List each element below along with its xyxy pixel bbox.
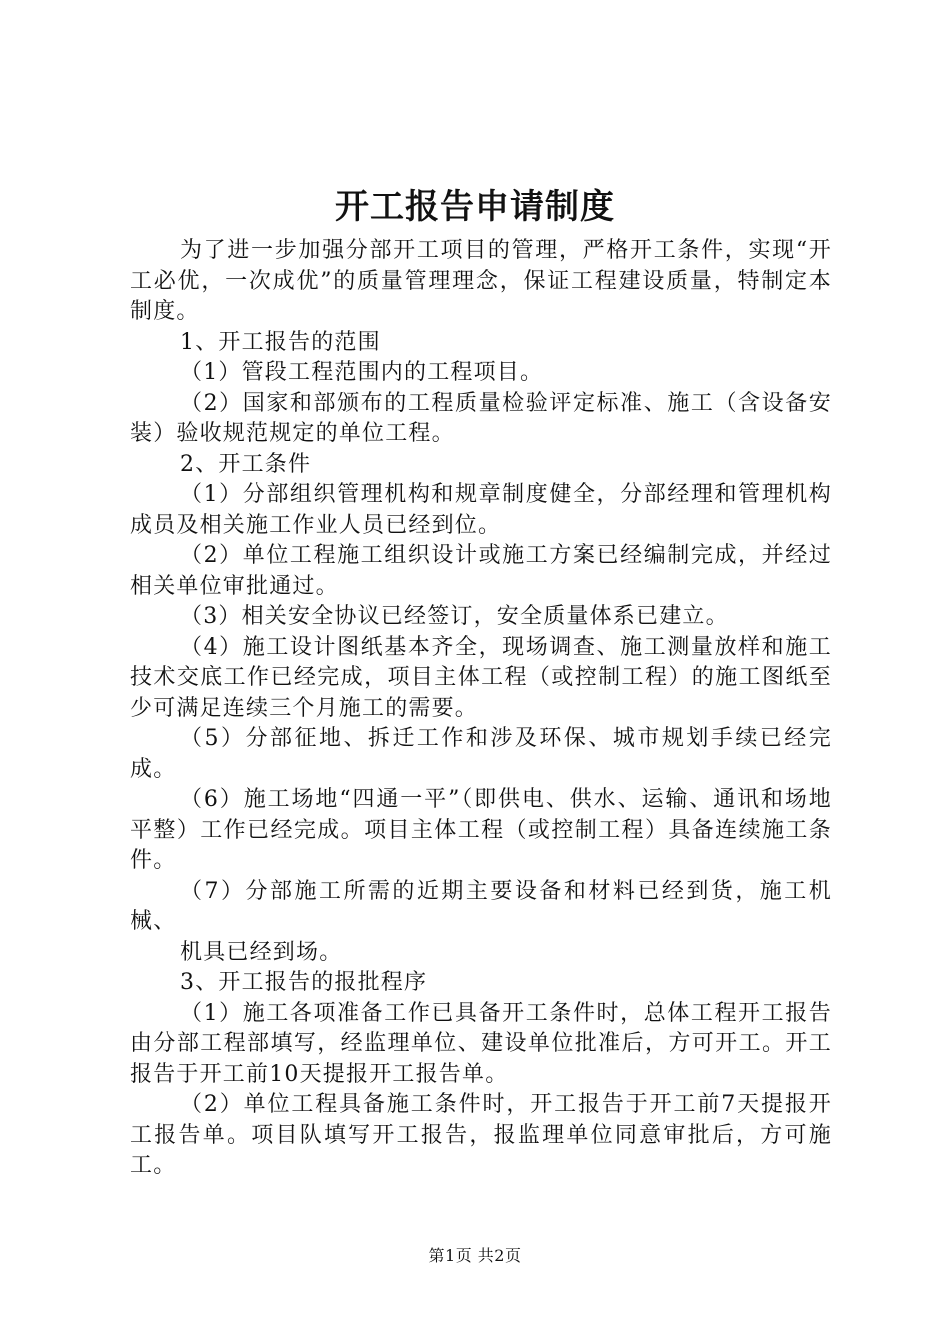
condition-item-4: （4）施工设计图纸基本齐全，现场调查、施工测量放样和施工技术交底工作已经完成，项目主体工程（或控制工程）的施工图纸至少可满足连续三个月施工的需要。: [130, 634, 832, 721]
section-heading-procedure: 3、开工报告的报批程序: [180, 970, 428, 995]
condition-item-5: （5）分部征地、拆迁工作和涉及环保、城市规划手续已经完成。: [130, 726, 832, 782]
page-footer: 第1页 共2页: [428, 1246, 522, 1265]
section-heading-scope: 1、开工报告的范围: [180, 329, 381, 355]
procedure-item-2: （2）单位工程具备施工条件时，开工报告于开工前7天提报开工报告单。项目队填写开工报告，报监理单位同意审批后，方可施工。: [130, 1092, 832, 1178]
condition-item-7: （7）分部施工所需的近期主要设备和材料已经到货，施工机械、: [130, 878, 832, 934]
condition-item-1: （1）分部组织管理机构和规章制度健全，分部经理和管理机构成员及相关施工作业人员已经到位。: [130, 482, 832, 538]
condition-item-2: （2）单位工程施工组织设计或施工方案已经编制完成，并经过相关单位审批通过。: [130, 543, 832, 599]
section-heading-conditions: 2、开工条件: [180, 451, 312, 477]
condition-item-3: （3）相关安全协议已经签订，安全质量体系已建立。: [180, 604, 729, 629]
document-title: 开工报告申请制度: [335, 187, 615, 227]
condition-item-6: （6）施工场地“四通一平”（即供电、供水、运输、通讯和场地平整）工作已经完成。项目主体工程（或控制工程）具备连续施工条件。: [130, 787, 832, 873]
document-body: [130, 236, 832, 1182]
scope-item-1: （1）管段工程范围内的工程项目。: [180, 360, 544, 385]
procedure-item-1: （1）施工各项准备工作已具备开工条件时，总体工程开工报告由分部工程部填写，经监理单位、建设单位批准后，方可开工。开工报告于开工前10天提报开工报告单。: [130, 1000, 832, 1087]
intro-paragraph: 为了进一步加强分部开工项目的管理，严格开工条件，实现“开工必优，一次成优”的质量管理理念，保证工程建设质量，特制定本制度。: [130, 238, 832, 324]
scope-item-2: （2）国家和部颁布的工程质量检验评定标准、施工（含设备安装）验收规范规定的单位工程。: [130, 390, 832, 446]
condition-item-7-continued: 机具已经到场。: [180, 939, 343, 965]
